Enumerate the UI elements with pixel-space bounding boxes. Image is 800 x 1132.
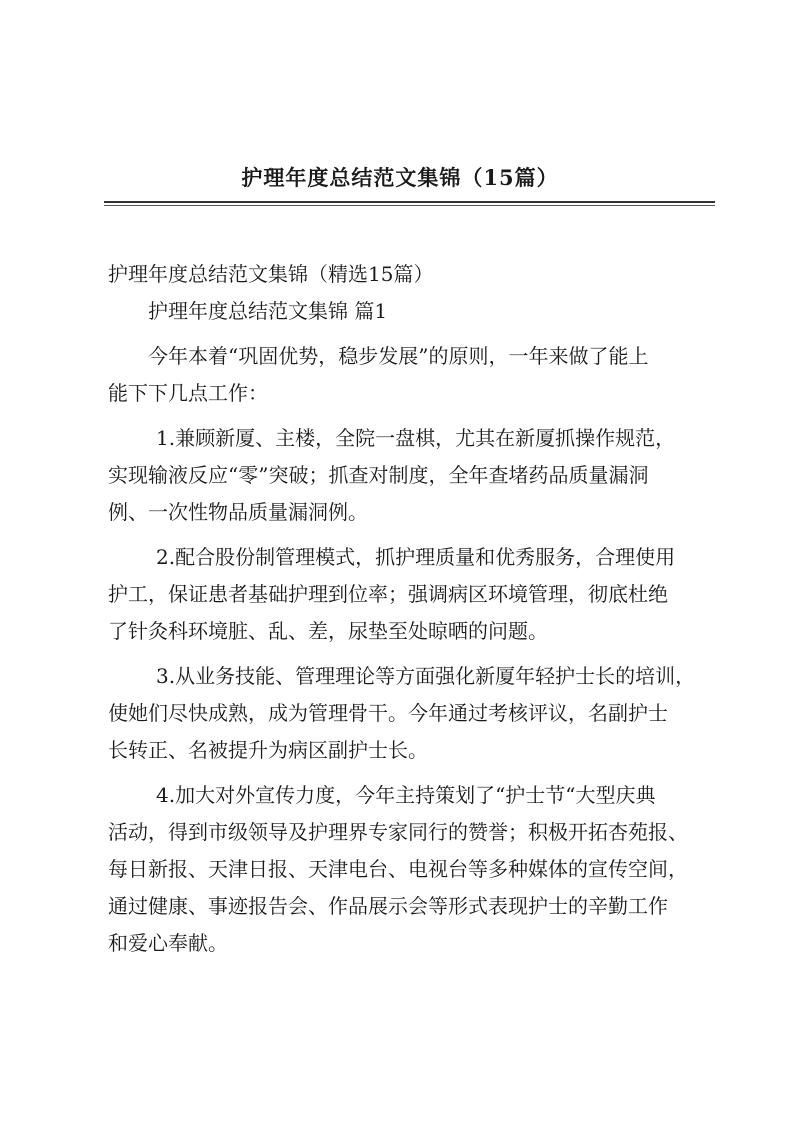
paragraph-item-2 bbox=[108, 539, 718, 650]
paragraph-line: 护工，保证患者基础护理到位率；强调病区环境管理，彻底杜绝 bbox=[108, 582, 668, 606]
title-divider-thick-line bbox=[104, 201, 715, 203]
paragraph-line: 每日新报、天津日报、天津电台、电视台等多种媒体的宣传空间， bbox=[108, 857, 688, 881]
paragraph-line: 例、一次性物品质量漏洞例。 bbox=[108, 500, 368, 524]
paragraph-intro bbox=[108, 338, 718, 412]
paragraph-item-1 bbox=[108, 420, 718, 531]
paragraph-line: 长转正、名被提升为病区副护士长。 bbox=[108, 738, 428, 762]
paragraph-line: 通过健康、事迹报告会、作品展示会等形式表现护士的辛勤工作 bbox=[108, 894, 668, 918]
document-body bbox=[108, 256, 718, 962]
paragraph-line: 使她们尽快成熟，成为管理骨干。今年通过考核评议，名副护士 bbox=[108, 701, 668, 725]
paragraph-line: 和爱心奉献。 bbox=[108, 931, 228, 955]
document-subtitle: 护理年度总结范文集锦（精选15篇） bbox=[108, 262, 434, 286]
paragraph-line: 2.配合股份制管理模式，抓护理质量和优秀服务，合理使用 bbox=[156, 545, 676, 569]
paragraph-item-3 bbox=[108, 658, 718, 769]
paragraph-item-4 bbox=[108, 777, 718, 962]
paragraph-line: 1.兼顾新厦、主楼，全院一盘棋，尤其在新厦抓操作规范， bbox=[156, 426, 676, 450]
paragraph-line: 实现输液反应“零”突破；抓查对制度，全年查堵药品质量漏洞 bbox=[108, 463, 649, 487]
paragraph-line: 了针灸科环境脏、乱、差，尿垫至处晾晒的问题。 bbox=[108, 619, 548, 643]
paragraph-line: 4.加大对外宣传力度，今年主持策划了“护士节“大型庆典 bbox=[156, 783, 656, 807]
paragraph-line: 3.从业务技能、管理理论等方面强化新厦年轻护士长的培训， bbox=[156, 664, 696, 688]
paragraph-line: 能下下几点工作： bbox=[108, 381, 268, 405]
paragraph-line: 活动，得到市级领导及护理界专家同行的赞誉；积极开拓杏苑报、 bbox=[108, 820, 688, 844]
title-divider bbox=[104, 201, 715, 207]
paragraph-line: 今年本着“巩固优势，稳步发展”的原则，一年来做了能上 bbox=[148, 344, 649, 368]
document-title: 护理年度总结范文集锦（15篇） bbox=[241, 165, 559, 190]
section-heading: 护理年度总结范文集锦 篇1 bbox=[148, 299, 388, 323]
title-divider-thin-line bbox=[104, 205, 715, 206]
